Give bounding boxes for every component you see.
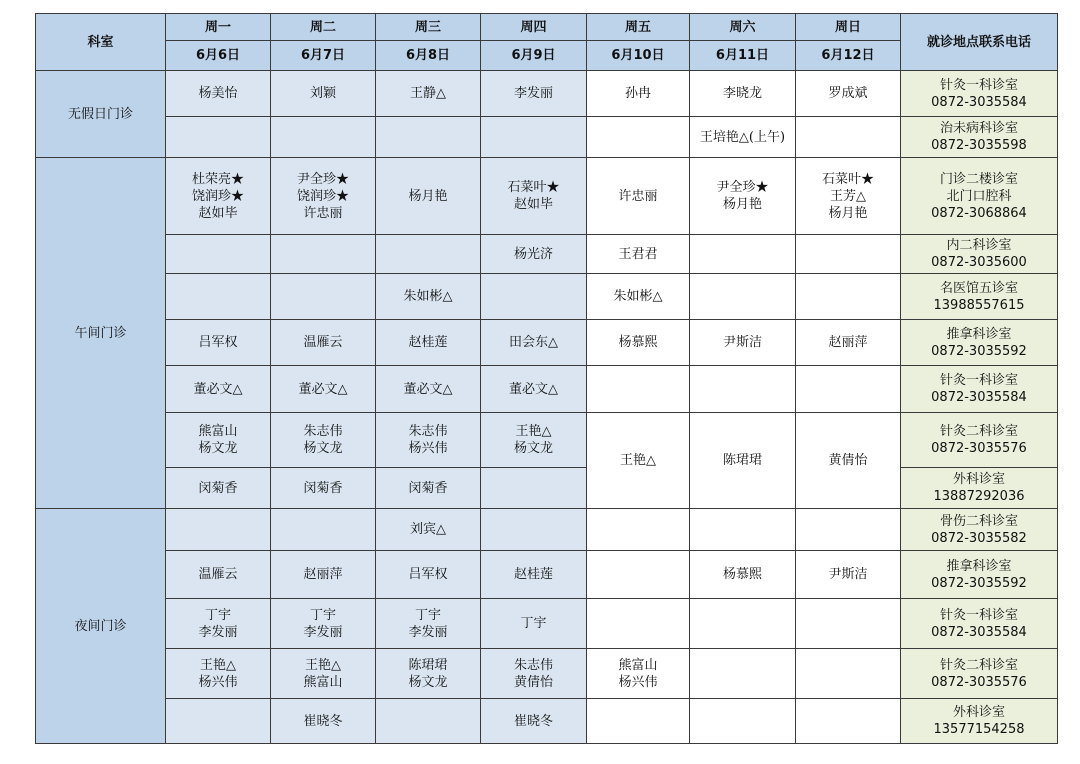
doctor-cell: 李发丽 xyxy=(481,71,587,117)
doctor-cell: 王培艳△(上午) xyxy=(690,117,796,158)
doctor-cell: 尹斯洁 xyxy=(796,551,901,599)
location-cell xyxy=(901,649,1058,699)
doctor-cell xyxy=(796,274,901,320)
location-name: 推拿科诊室 xyxy=(946,326,1012,342)
doctor-cell: 杨光济 xyxy=(481,235,587,274)
doctor-cell: 丁宇 xyxy=(481,599,587,649)
doctor-cell xyxy=(166,117,271,158)
header-date: 6月7日 xyxy=(271,41,376,71)
doctor-cell: 刘颖 xyxy=(271,71,376,117)
header-weekday: 周二 xyxy=(271,14,376,41)
doctor-cell: 闵菊香 xyxy=(376,468,481,509)
location-phone: 0872-3035598 xyxy=(931,138,1027,153)
location-phone: 0872-3035600 xyxy=(931,255,1027,270)
location-name: 针灸二科诊室 xyxy=(939,657,1018,673)
doctor-cell xyxy=(481,468,587,509)
location-phone: 0872-3068864 xyxy=(931,205,1027,221)
doctor-cell: 赵丽萍 xyxy=(796,320,901,366)
location-name: 针灸一科诊室 xyxy=(939,607,1018,623)
table-row xyxy=(36,158,1058,235)
location-cell xyxy=(901,699,1058,744)
header-date: 6月9日 xyxy=(481,41,587,71)
location-name: 名医馆五诊室 xyxy=(939,280,1018,296)
location-cell xyxy=(901,117,1058,158)
doctor-cell xyxy=(166,699,271,744)
doctor-cell: 丁宇 李发丽 xyxy=(376,599,481,649)
doctor-cell xyxy=(271,235,376,274)
doctor-cell: 孙冉 xyxy=(587,71,690,117)
header-weekday: 周一 xyxy=(166,14,271,41)
doctor-cell: 王静△ xyxy=(376,71,481,117)
table-row xyxy=(36,509,1058,551)
doctor-cell: 陈珺珺 杨文龙 xyxy=(376,649,481,699)
doctor-cell xyxy=(587,699,690,744)
doctor-cell: 李晓龙 xyxy=(690,71,796,117)
location-cell xyxy=(901,320,1058,366)
doctor-cell: 黄倩怡 xyxy=(796,413,901,509)
dept-cell: 无假日门诊 xyxy=(36,71,166,158)
location-name: 治未病科诊室 xyxy=(939,121,1018,136)
header-date: 6月8日 xyxy=(376,41,481,71)
doctor-cell: 王艳△ 杨兴伟 xyxy=(166,649,271,699)
doctor-cell: 闵菊香 xyxy=(271,468,376,509)
doctor-cell xyxy=(587,366,690,413)
doctor-cell: 石菜叶★ 赵如毕 xyxy=(481,158,587,235)
table-row xyxy=(36,599,1058,649)
doctor-cell xyxy=(796,117,901,158)
header-date: 6月11日 xyxy=(690,41,796,71)
location-phone: 0872-3035592 xyxy=(931,343,1027,359)
doctor-cell xyxy=(481,509,587,551)
doctor-cell: 尹全珍★ 饶润珍★ 许忠丽 xyxy=(271,158,376,235)
doctor-cell: 朱如彬△ xyxy=(376,274,481,320)
doctor-cell xyxy=(796,366,901,413)
doctor-cell: 闵菊香 xyxy=(166,468,271,509)
location-name: 推拿科诊室 xyxy=(946,558,1012,574)
doctor-cell xyxy=(587,117,690,158)
doctor-cell xyxy=(376,117,481,158)
location-name: 门诊二楼诊室 北门口腔科 xyxy=(939,171,1018,204)
doctor-cell xyxy=(690,599,796,649)
doctor-cell: 王君君 xyxy=(587,235,690,274)
doctor-cell xyxy=(481,274,587,320)
location-phone: 0872-3035582 xyxy=(931,530,1027,546)
doctor-cell xyxy=(166,274,271,320)
doctor-cell: 尹斯洁 xyxy=(690,320,796,366)
header-date: 6月12日 xyxy=(796,41,901,71)
doctor-cell xyxy=(690,649,796,699)
doctor-cell: 杨月艳 xyxy=(376,158,481,235)
location-cell xyxy=(901,235,1058,274)
doctor-cell xyxy=(796,599,901,649)
doctor-cell: 朱如彬△ xyxy=(587,274,690,320)
doctor-cell: 王艳△ 杨文龙 xyxy=(481,413,587,468)
table-row xyxy=(36,699,1058,744)
doctor-cell xyxy=(271,274,376,320)
doctor-cell xyxy=(166,509,271,551)
doctor-cell xyxy=(796,235,901,274)
doctor-cell: 王艳△ 熊富山 xyxy=(271,649,376,699)
doctor-cell: 王艳△ xyxy=(587,413,690,509)
doctor-cell: 熊富山 杨兴伟 xyxy=(587,649,690,699)
doctor-cell: 崔晓冬 xyxy=(481,699,587,744)
doctor-cell xyxy=(271,117,376,158)
doctor-cell: 董必文△ xyxy=(271,366,376,413)
doctor-cell xyxy=(690,235,796,274)
header-weekday: 周三 xyxy=(376,14,481,41)
doctor-cell xyxy=(690,509,796,551)
location-name: 针灸二科诊室 xyxy=(939,424,1018,439)
location-cell xyxy=(901,599,1058,649)
doctor-cell xyxy=(166,235,271,274)
table-row xyxy=(36,649,1058,699)
location-cell xyxy=(901,274,1058,320)
doctor-cell: 温雁云 xyxy=(166,551,271,599)
table-row xyxy=(36,413,1058,468)
location-name: 针灸一科诊室 xyxy=(939,77,1018,93)
doctor-cell: 赵丽萍 xyxy=(271,551,376,599)
doctor-cell xyxy=(796,649,901,699)
doctor-cell xyxy=(587,551,690,599)
location-cell xyxy=(901,468,1058,509)
location-name: 内二科诊室 xyxy=(946,238,1012,253)
table-row xyxy=(36,366,1058,413)
doctor-cell: 罗成斌 xyxy=(796,71,901,117)
doctor-cell: 吕军权 xyxy=(376,551,481,599)
header-dept: 科室 xyxy=(36,14,166,71)
doctor-cell: 赵桂莲 xyxy=(481,551,587,599)
doctor-cell: 吕军权 xyxy=(166,320,271,366)
doctor-cell: 杨美怡 xyxy=(166,71,271,117)
doctor-cell: 朱志伟 杨文龙 xyxy=(271,413,376,468)
table-row xyxy=(36,71,1058,117)
doctor-cell: 杨慕熙 xyxy=(587,320,690,366)
doctor-cell xyxy=(690,274,796,320)
doctor-cell: 丁宇 李发丽 xyxy=(271,599,376,649)
table-row xyxy=(36,117,1058,158)
doctor-cell xyxy=(376,699,481,744)
table-row xyxy=(36,468,1058,509)
doctor-cell: 丁宇 李发丽 xyxy=(166,599,271,649)
doctor-cell: 董必文△ xyxy=(376,366,481,413)
doctor-cell: 许忠丽 xyxy=(587,158,690,235)
table-row xyxy=(36,551,1058,599)
dept-cell: 午间门诊 xyxy=(36,158,166,509)
doctor-cell xyxy=(587,509,690,551)
header-date: 6月6日 xyxy=(166,41,271,71)
header-weekday: 周四 xyxy=(481,14,587,41)
doctor-cell xyxy=(376,235,481,274)
doctor-cell: 尹全珍★ 杨月艳 xyxy=(690,158,796,235)
header-weekday: 周日 xyxy=(796,14,901,41)
location-cell xyxy=(901,551,1058,599)
doctor-cell: 杨慕熙 xyxy=(690,551,796,599)
doctor-cell xyxy=(796,699,901,744)
location-cell xyxy=(901,366,1058,413)
location-phone: 0872-3035584 xyxy=(931,624,1027,640)
doctor-cell xyxy=(271,509,376,551)
table-row xyxy=(36,320,1058,366)
doctor-cell: 赵桂莲 xyxy=(376,320,481,366)
clinic-schedule-table xyxy=(35,13,1058,744)
doctor-cell: 熊富山 杨文龙 xyxy=(166,413,271,468)
location-cell xyxy=(901,413,1058,468)
doctor-cell: 陈珺珺 xyxy=(690,413,796,509)
location-name: 外科诊室 xyxy=(952,472,1005,487)
location-phone: 0872-3035576 xyxy=(931,674,1027,690)
doctor-cell: 崔晓冬 xyxy=(271,699,376,744)
header-location: 就诊地点联系电话 xyxy=(901,14,1058,71)
doctor-cell: 朱志伟 杨兴伟 xyxy=(376,413,481,468)
table-row xyxy=(36,235,1058,274)
doctor-cell xyxy=(481,117,587,158)
doctor-cell xyxy=(690,699,796,744)
doctor-cell xyxy=(690,366,796,413)
doctor-cell: 田会东△ xyxy=(481,320,587,366)
location-name: 骨伤二科诊室 xyxy=(939,513,1018,529)
location-phone: 13887292036 xyxy=(933,489,1025,504)
location-phone: 0872-3035576 xyxy=(931,441,1027,456)
doctor-cell: 杜荣亮★ 饶润珍★ 赵如毕 xyxy=(166,158,271,235)
doctor-cell: 朱志伟 黄倩怡 xyxy=(481,649,587,699)
location-cell xyxy=(901,158,1058,235)
location-phone: 0872-3035584 xyxy=(931,390,1027,405)
location-name: 针灸一科诊室 xyxy=(939,373,1018,388)
location-name: 外科诊室 xyxy=(952,705,1005,720)
location-cell xyxy=(901,71,1058,117)
header-weekday: 周六 xyxy=(690,14,796,41)
doctor-cell xyxy=(796,509,901,551)
header-date: 6月10日 xyxy=(587,41,690,71)
doctor-cell xyxy=(587,599,690,649)
doctor-cell: 石菜叶★ 王芳△ 杨月艳 xyxy=(796,158,901,235)
header-weekday: 周五 xyxy=(587,14,690,41)
doctor-cell: 温雁云 xyxy=(271,320,376,366)
table-row xyxy=(36,274,1058,320)
location-phone: 0872-3035592 xyxy=(931,575,1027,591)
doctor-cell: 刘宾△ xyxy=(376,509,481,551)
doctor-cell: 董必文△ xyxy=(166,366,271,413)
location-phone: 13577154258 xyxy=(933,722,1025,737)
location-cell xyxy=(901,509,1058,551)
doctor-cell: 董必文△ xyxy=(481,366,587,413)
location-phone: 13988557615 xyxy=(933,297,1025,313)
dept-cell: 夜间门诊 xyxy=(36,509,166,744)
location-phone: 0872-3035584 xyxy=(931,94,1027,110)
